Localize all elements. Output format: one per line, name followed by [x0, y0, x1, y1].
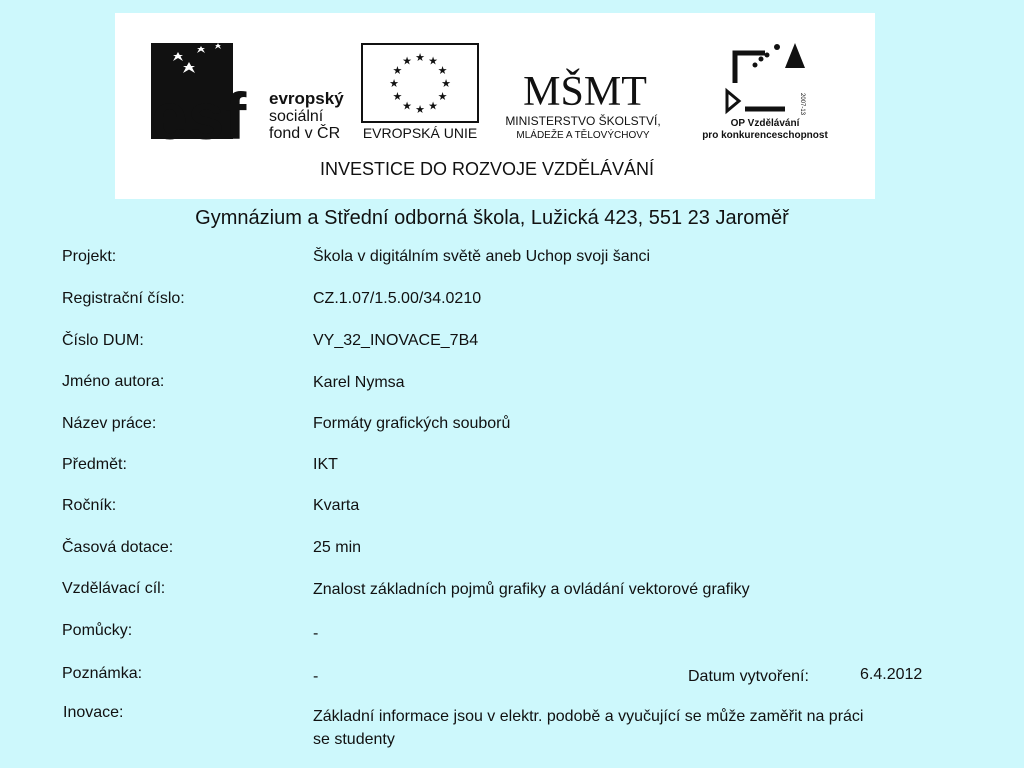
datum-label: Datum vytvoření:	[688, 668, 809, 685]
msmt-logo	[505, 68, 660, 141]
row-label: Ročník:	[62, 497, 117, 514]
row-label: Registrační číslo:	[62, 290, 185, 307]
row-value: CZ.1.07/1.5.00/34.0210	[313, 290, 482, 307]
esf-text-2: sociální	[269, 108, 324, 125]
eu-star: ★	[437, 65, 448, 77]
row-value: Základní informace jsou v elektr. podobě a vyučující se může zaměřit na práci se studenty	[313, 708, 864, 748]
row-label: Poznámka:	[62, 665, 143, 682]
esf-logo	[151, 43, 344, 153]
op-logo	[702, 43, 828, 141]
eu-star: ★	[428, 55, 438, 68]
logo-banner-graphic	[115, 13, 875, 199]
row-value: Karel Nymsa	[313, 374, 405, 391]
row-value: Škola v digitálním světě aneb Uchop svoji šanci	[313, 248, 651, 265]
esf-text-1: evropský	[269, 89, 344, 108]
op-years: 2007-13	[799, 93, 805, 116]
row-value: VY_32_INOVACE_7B4	[313, 332, 479, 349]
eu-star: ★	[392, 91, 403, 103]
eu-star: ★	[402, 55, 412, 68]
row-value: Kvarta	[313, 497, 360, 514]
esf-text-3: fond v ČR	[269, 125, 341, 142]
msmt-line-2: MLÁDEŽE A TĚLOVÝCHOVY	[516, 130, 650, 141]
eu-star: ★	[415, 52, 425, 64]
eu-label: EVROPSKÁ UNIE	[362, 125, 478, 141]
eu-star: ★	[392, 65, 403, 77]
row-label: Název práce:	[62, 415, 157, 432]
row-value: Formáty grafických souborů	[313, 415, 511, 432]
eu-star: ★	[441, 78, 451, 90]
row-label: Časová dotace:	[62, 539, 174, 556]
row-value: IKT	[313, 456, 338, 473]
eu-logo	[362, 44, 478, 141]
row-label: Pomůcky:	[62, 622, 133, 639]
datum-value: 6.4.2012	[860, 666, 923, 683]
row-label: Vzdělávací cíl:	[62, 580, 166, 597]
logo-banner	[115, 13, 875, 199]
tagline: INVESTICE DO ROZVOJE VZDĚLÁVÁNÍ	[319, 159, 655, 179]
op-line-2: pro konkurenceschopnost	[702, 130, 828, 141]
row-label: Inovace:	[63, 704, 124, 721]
eu-star: ★	[389, 78, 399, 90]
eu-star: ★	[415, 104, 425, 116]
row-label: Číslo DUM:	[62, 332, 144, 349]
school-heading: Gymnázium a Střední odborná škola, Lužická 423, 551 23 Jaroměř	[195, 207, 789, 229]
eu-star: ★	[402, 100, 412, 113]
eu-star: ★	[428, 100, 438, 113]
msmt-abbrev: MŠMT	[523, 69, 647, 115]
esf-letters: esf	[151, 79, 247, 153]
row-label: Projekt:	[62, 248, 117, 265]
msmt-line-1: MINISTERSTVO ŠKOLSTVÍ,	[505, 114, 661, 128]
row-label: Jméno autora:	[62, 373, 165, 390]
eu-star: ★	[437, 91, 448, 103]
row-value: 25 min	[313, 539, 362, 556]
row-label: Předmět:	[62, 456, 127, 473]
row-value: -	[313, 625, 319, 642]
row-value: Znalost základních pojmů grafiky a ovládání vektorové grafiky	[313, 581, 750, 598]
row-value: -	[313, 668, 319, 685]
op-line-1: OP Vzdělávání	[730, 118, 800, 129]
